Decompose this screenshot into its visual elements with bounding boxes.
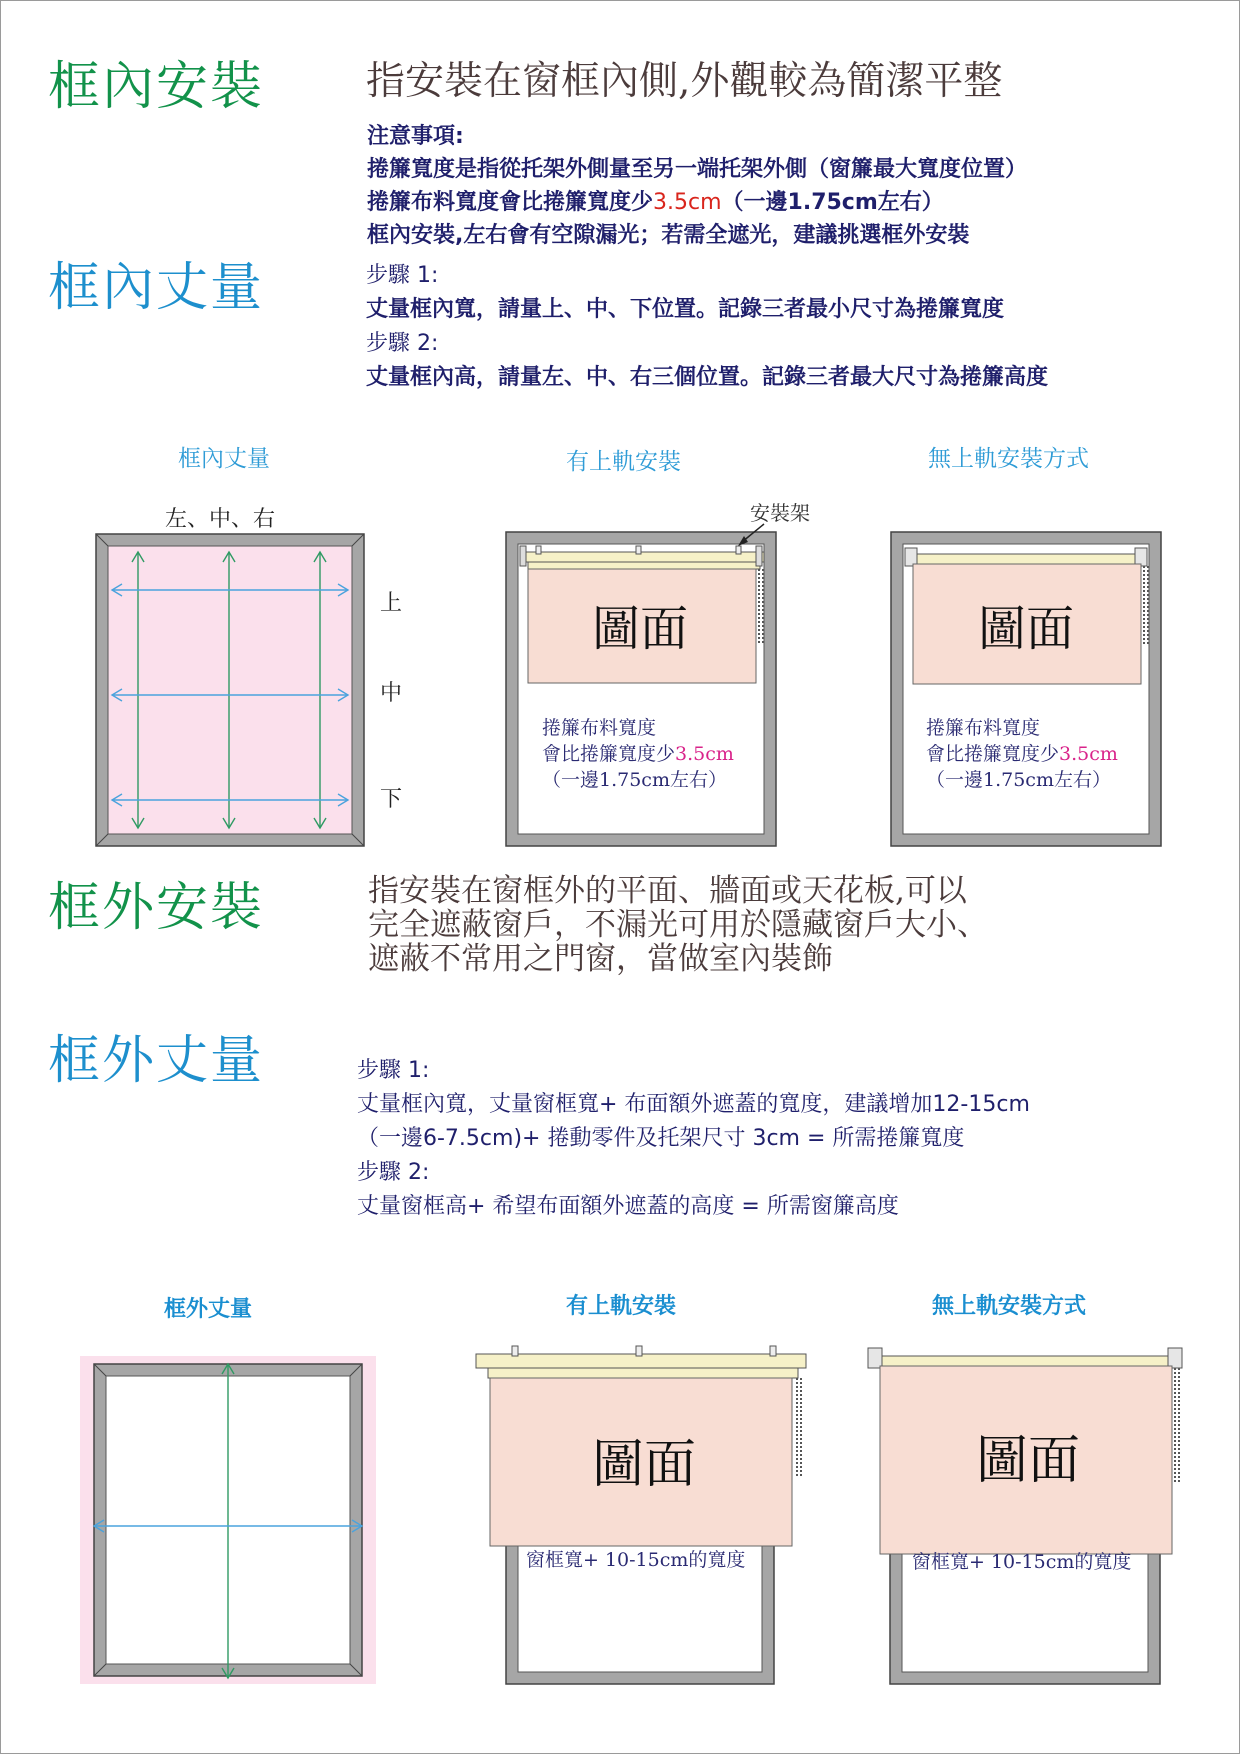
note-line-1: 捲簾布料寬度 [926, 717, 1041, 739]
bracket-arrow [736, 522, 776, 546]
inside-install-notes [367, 120, 1027, 252]
outside-notrack-note: 窗框寬+ 10-15cm的寬度 [912, 1551, 1132, 1573]
notes-line-2-value: 3.5cm [653, 190, 722, 215]
inside-measure-caption: 框內丈量 [178, 446, 270, 472]
outside-notrack-caption: 無上軌安裝方式 [932, 1294, 1087, 1319]
inside-measure-steps [366, 259, 1048, 395]
outside-measure-heading: 框外丈量 [48, 1031, 265, 1091]
notes-line-3: 框內安裝,左右會有空隙漏光；若需全遮光，建議挑選框外安裝 [367, 223, 970, 248]
outside-notrack-fabric-label: 圖面 [976, 1431, 1081, 1491]
side-label-bottom: 下 [380, 787, 403, 812]
inside-step2-text: 丈量框內高，請量左、中、右三個位置。記錄三者最大尺寸為捲簾高度 [366, 365, 1049, 390]
note-line-2: 會比捲簾寬度少3.5cm [926, 743, 1118, 765]
notes-line-2: 捲簾布料寬度會比捲簾寬度少3.5cm（一邊1.75cm左右） [367, 190, 944, 215]
inside-step1-text: 丈量框內寬，請量上、中、下位置。記錄三者最小尺寸為捲簾寬度 [366, 297, 1005, 322]
inside-measure-heading: 框內丈量 [48, 258, 265, 318]
inside-install-heading: 框內安裝 [48, 57, 265, 117]
outside-track-fabric-label: 圖面 [592, 1435, 697, 1495]
note-line-2: 會比捲簾寬度少3.5cm [542, 743, 734, 765]
inside-measure-diagram [96, 534, 366, 848]
outside-track-caption: 有上軌安裝 [566, 1294, 677, 1319]
notes-title: 注意事項: [367, 124, 464, 149]
outside-track-diagram [474, 1346, 810, 1686]
measure-top-label: 左、中、右 [165, 507, 276, 532]
note-line-2-value: 3.5cm [675, 743, 734, 765]
outside-step1-line-2: （一邊6-7.5cm)+ 捲動零件及托架尺寸 3cm = 所需捲簾寬度 [357, 1126, 965, 1151]
inside-notrack-note [926, 715, 1118, 793]
outside-track-note: 窗框寬+ 10-15cm的寬度 [526, 1549, 746, 1571]
note-line-2-value: 3.5cm [1059, 743, 1118, 765]
outside-step1-line-1: 丈量框內寬，丈量窗框寬+ 布面額外遮蓋的寬度，建議增加12-15cm [357, 1092, 1030, 1117]
inside-notrack-fabric-label: 圖面 [978, 601, 1075, 657]
inside-track-diagram [506, 532, 778, 848]
inside-install-description: 指安裝在窗框內側,外觀較為簡潔平整 [366, 59, 1003, 104]
inside-step2-label: 步驟 2: [366, 331, 439, 356]
outside-step2-label: 步驟 2: [357, 1160, 430, 1185]
inside-track-caption: 有上軌安裝 [566, 449, 681, 475]
notes-line-1: 捲簾寬度是指從托架外側量至另一端托架外側（窗簾最大寬度位置） [367, 157, 1028, 182]
outside-install-description [368, 874, 988, 976]
inside-track-note [542, 715, 734, 793]
inside-notrack-diagram [891, 532, 1163, 848]
outside-desc-line-2: 完全遮蔽窗戶，不漏光可用於隱藏窗戶大小、 [368, 907, 988, 943]
outside-desc-line-3: 遮蔽不常用之門窗，當做室內裝飾 [368, 941, 833, 977]
outside-measure-diagram [80, 1356, 378, 1686]
note-line-3: （一邊1.75cm左右） [542, 769, 727, 791]
bracket-label: 安裝架 [750, 501, 810, 525]
inside-notrack-caption: 無上軌安裝方式 [928, 446, 1089, 472]
inside-track-fabric-label: 圖面 [592, 601, 689, 657]
inside-step1-label: 步驟 1: [366, 263, 439, 288]
outside-desc-line-1: 指安裝在窗框外的平面、牆面或天花板,可以 [368, 873, 967, 909]
side-label-top: 上 [380, 591, 403, 616]
side-label-middle: 中 [380, 681, 403, 706]
outside-measure-caption: 框外丈量 [164, 1297, 253, 1322]
outside-step2-text: 丈量窗框高+ 希望布面額外遮蓋的高度 = 所需窗簾高度 [357, 1194, 899, 1219]
note-line-3: （一邊1.75cm左右） [926, 769, 1111, 791]
outside-step1-label: 步驟 1: [357, 1058, 430, 1083]
outside-measure-steps [357, 1054, 1030, 1224]
outside-notrack-diagram [866, 1344, 1188, 1686]
note-line-1: 捲簾布料寬度 [542, 717, 657, 739]
outside-install-heading: 框外安裝 [48, 878, 265, 938]
